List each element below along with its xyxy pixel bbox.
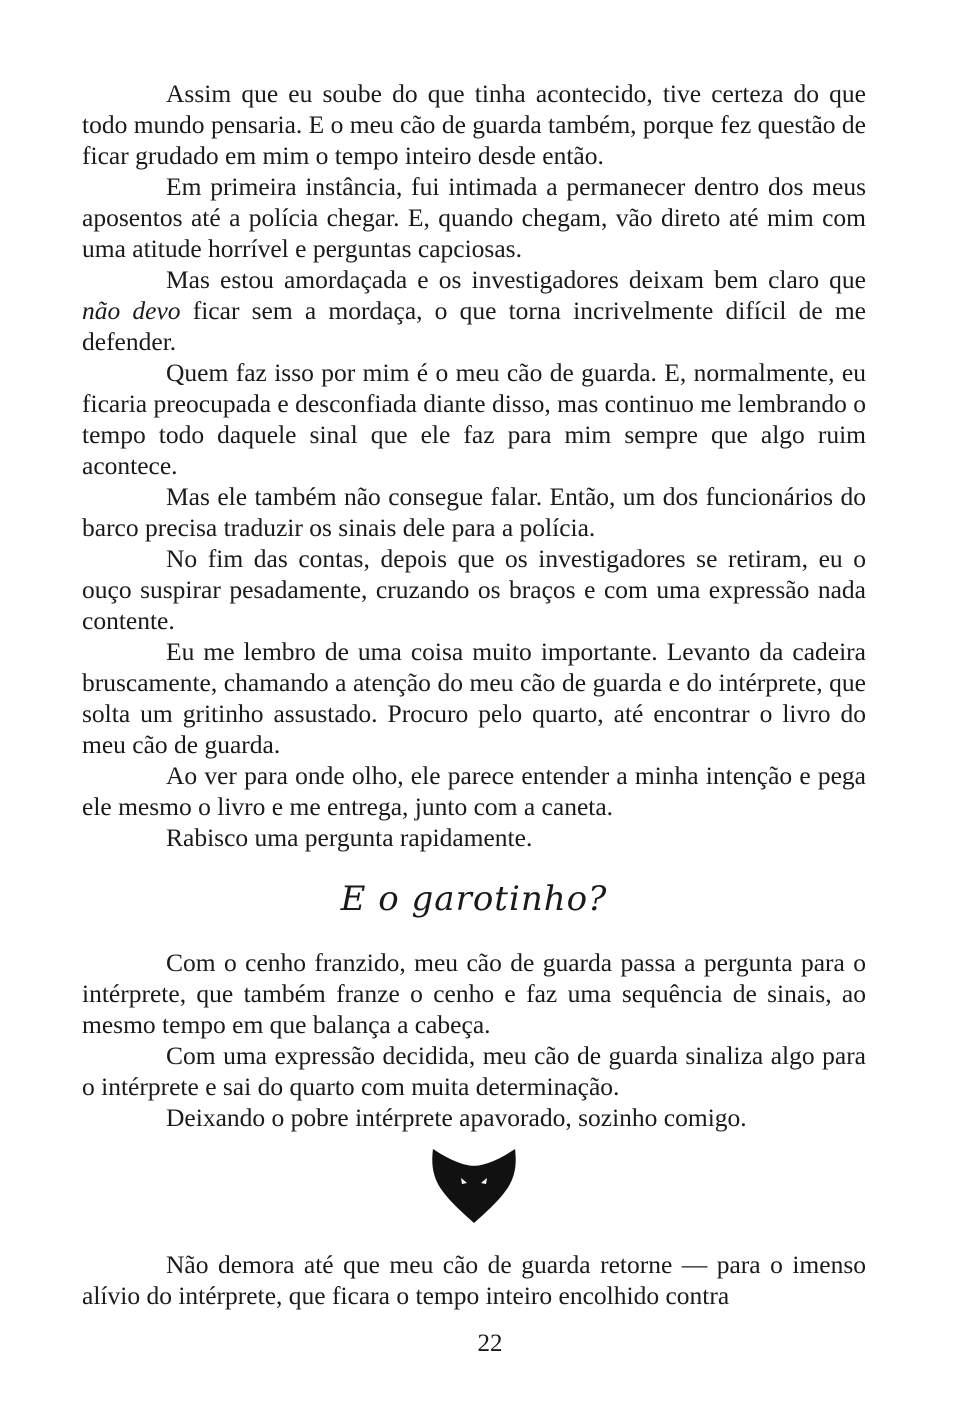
paragraph: Mas ele também não consegue falar. Então, um dos funcionários do barco precisa traduzir os sinais dele para a polícia. <box>82 482 866 542</box>
section-break <box>82 1147 866 1223</box>
paragraph-text: Mas estou amordaçada e os investigadores deixam bem claro que <box>166 265 866 294</box>
paragraph-gag <box>82 264 866 357</box>
paragraph: Eu me lembro de uma coisa muito importante. Levanto da cadeira bruscamente, chamando a atenção do meu cão de guarda e do intérprete, que solta um gritinho assustado. Procuro pelo quarto, até encontrar o livro do meu cão de guarda. <box>82 637 866 759</box>
emphasis-text: não devo <box>82 296 181 325</box>
paragraph: Rabisco uma pergunta rapidamente. <box>166 823 533 852</box>
paragraph: Ao ver para onde olho, ele parece entender a minha intenção e pega ele mesmo o livro e me entrega, junto com a caneta. <box>82 761 866 821</box>
handwritten-note: E o garotinho? <box>340 879 608 919</box>
paragraph: No fim das contas, depois que os investigadores se retiram, eu o ouço suspirar pesadamente, cruzando os braços e com uma expressão nada contente. <box>82 544 866 635</box>
fox-head-icon <box>431 1147 517 1223</box>
paragraph: Em primeira instância, fui intimada a permanecer dentro dos meus aposentos até a polícia chegar. E, quando chegam, vão direto até mim com uma atitude horrível e perguntas capciosas. <box>82 172 866 263</box>
paragraph: Com o cenho franzido, meu cão de guarda passa a pergunta para o intérprete, que também franze o cenho e faz uma sequência de sinais, ao mesmo tempo em que balança a cabeça. <box>82 948 866 1039</box>
paragraph: Assim que eu soube do que tinha acontecido, tive certeza do que todo mundo pensaria. E o meu cão de guarda também, porque fez questão de ficar grudado em mim o tempo inteiro desde então. <box>82 79 866 170</box>
paragraph-text: ficar sem a mordaça, o que torna incrivelmente difícil de me defender. <box>82 296 866 356</box>
paragraph: Com uma expressão decidida, meu cão de guarda sinaliza algo para o intérprete e sai do quarto com muita determinação. <box>82 1041 866 1101</box>
page-number: 22 <box>477 1330 503 1357</box>
paragraph: Quem faz isso por mim é o meu cão de guarda. E, normalmente, eu ficaria preocupada e desconfiada diante disso, mas continuo me lembrando o tempo todo daquele sinal que ele faz para mim sempre que algo ruim acontece. <box>82 358 866 480</box>
paragraph: Deixando o pobre intérprete apavorado, sozinho comigo. <box>166 1103 747 1132</box>
paragraph: Não demora até que meu cão de guarda retorne — para o imenso alívio do intérprete, que ficara o tempo inteiro encolhido contra <box>82 1250 866 1310</box>
page-body <box>82 78 866 1311</box>
